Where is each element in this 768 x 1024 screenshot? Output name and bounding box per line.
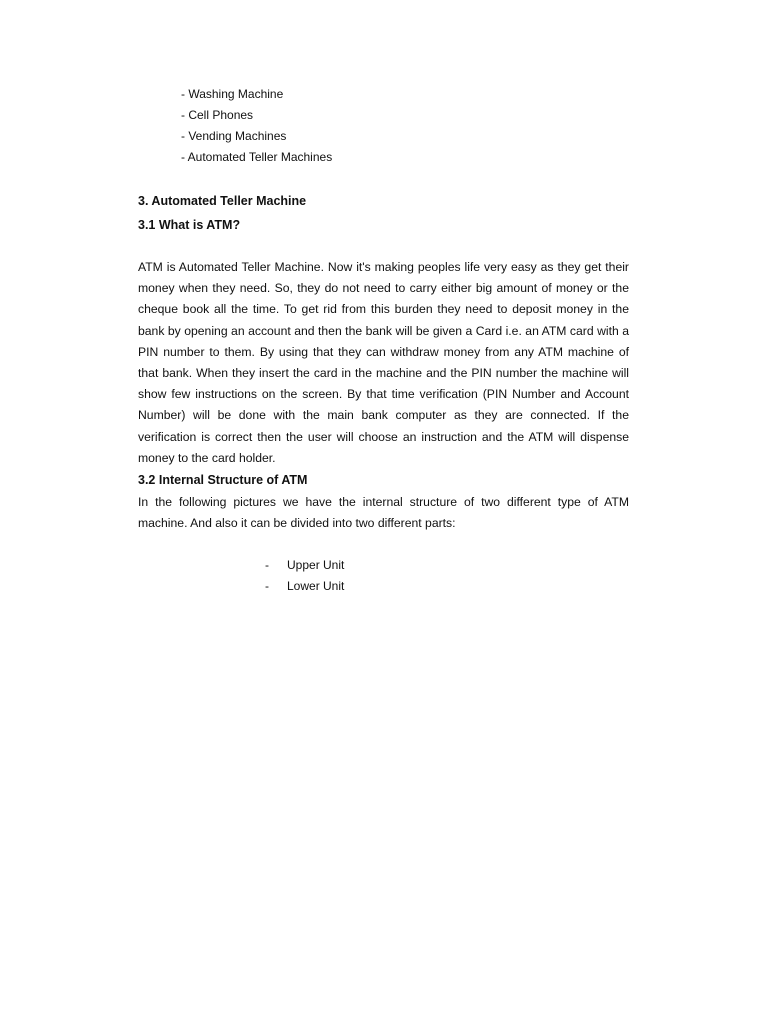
intro-list xyxy=(181,86,332,170)
list-item: - Cell Phones xyxy=(181,108,254,122)
list-item xyxy=(265,557,344,578)
section-heading: 3. Automated Teller Machine xyxy=(138,194,307,208)
list-item-label: Lower Unit xyxy=(287,579,345,593)
list-item-label: Upper Unit xyxy=(287,558,345,572)
list-dash: - xyxy=(265,558,269,572)
list-dash: - xyxy=(265,579,269,593)
list-item: - Washing Machine xyxy=(181,87,284,101)
subsection-heading-what-is-atm: 3.1 What is ATM? xyxy=(138,218,241,232)
parts-list xyxy=(265,557,344,599)
atm-description-paragraph: ATM is Automated Teller Machine. Now it's making peoples life very easy as they get their money when they need. So, they do not need to carry either big amount of money or the cheque book all the time. To get rid from this burden they need to deposit money in the bank by opening an account and then the bank will be given a Card i.e. an ATM card with a PIN number to them. By using that they can withdraw money from any ATM machine of that bank. When they insert the card in the machine and the PIN number the machine will show few instructions on the screen. By that time verification (PIN Number and Account Number) will be done with the main bank computer as they are connected. If the verification is correct then the user will choose an instruction and the ATM will dispense money to the card holder. xyxy=(138,260,629,465)
internal-structure-paragraph: In the following pictures we have the internal structure of two different type of ATM machine. And also it can be divided into two different parts: xyxy=(138,495,629,531)
list-item: - Automated Teller Machines xyxy=(181,150,333,164)
list-item: - Vending Machines xyxy=(181,129,287,143)
list-item xyxy=(265,578,344,599)
subsection-heading-internal-structure: 3.2 Internal Structure of ATM xyxy=(138,473,308,487)
